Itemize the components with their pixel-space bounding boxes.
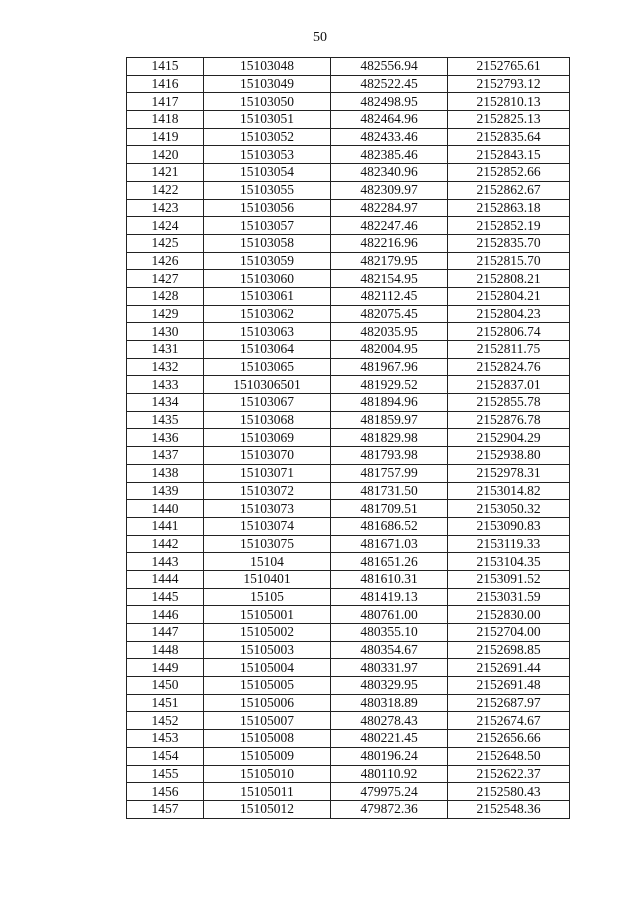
x-coordinate-cell: 482112.45 bbox=[331, 287, 448, 305]
point-number-cell: 1428 bbox=[127, 287, 204, 305]
point-number-cell: 1426 bbox=[127, 252, 204, 270]
point-code-cell: 15105003 bbox=[204, 641, 331, 659]
table-row bbox=[127, 482, 570, 500]
table-body bbox=[127, 58, 570, 819]
point-number-cell: 1420 bbox=[127, 146, 204, 164]
y-coordinate-cell: 2152804.21 bbox=[448, 287, 570, 305]
point-number-cell: 1418 bbox=[127, 111, 204, 129]
point-code-cell: 15103067 bbox=[204, 394, 331, 412]
table-row bbox=[127, 624, 570, 642]
point-number-cell: 1417 bbox=[127, 93, 204, 111]
point-code-cell: 15105002 bbox=[204, 624, 331, 642]
x-coordinate-cell: 480329.95 bbox=[331, 677, 448, 695]
point-code-cell: 15103057 bbox=[204, 217, 331, 235]
table-row bbox=[127, 341, 570, 359]
table-row bbox=[127, 659, 570, 677]
y-coordinate-cell: 2152808.21 bbox=[448, 270, 570, 288]
point-number-cell: 1429 bbox=[127, 305, 204, 323]
table-row bbox=[127, 464, 570, 482]
x-coordinate-cell: 481829.98 bbox=[331, 429, 448, 447]
point-number-cell: 1454 bbox=[127, 747, 204, 765]
x-coordinate-cell: 481419.13 bbox=[331, 588, 448, 606]
x-coordinate-cell: 482556.94 bbox=[331, 58, 448, 76]
point-number-cell: 1450 bbox=[127, 677, 204, 695]
y-coordinate-cell: 2152815.70 bbox=[448, 252, 570, 270]
y-coordinate-cell: 2152938.80 bbox=[448, 447, 570, 465]
table-row bbox=[127, 677, 570, 695]
table-row bbox=[127, 164, 570, 182]
y-coordinate-cell: 2153119.33 bbox=[448, 535, 570, 553]
x-coordinate-cell: 481610.31 bbox=[331, 570, 448, 588]
point-code-cell: 15105001 bbox=[204, 606, 331, 624]
y-coordinate-cell: 2152806.74 bbox=[448, 323, 570, 341]
point-number-cell: 1457 bbox=[127, 800, 204, 818]
table-row bbox=[127, 694, 570, 712]
point-code-cell: 15105004 bbox=[204, 659, 331, 677]
y-coordinate-cell: 2152863.18 bbox=[448, 199, 570, 217]
y-coordinate-cell: 2152691.44 bbox=[448, 659, 570, 677]
table-row bbox=[127, 234, 570, 252]
point-number-cell: 1433 bbox=[127, 376, 204, 394]
table-row bbox=[127, 765, 570, 783]
x-coordinate-cell: 480221.45 bbox=[331, 730, 448, 748]
x-coordinate-cell: 480278.43 bbox=[331, 712, 448, 730]
table-row bbox=[127, 606, 570, 624]
y-coordinate-cell: 2153090.83 bbox=[448, 517, 570, 535]
point-code-cell: 15105006 bbox=[204, 694, 331, 712]
table-row bbox=[127, 712, 570, 730]
x-coordinate-cell: 482498.95 bbox=[331, 93, 448, 111]
y-coordinate-cell: 2152548.36 bbox=[448, 800, 570, 818]
table-row bbox=[127, 181, 570, 199]
point-number-cell: 1415 bbox=[127, 58, 204, 76]
point-number-cell: 1438 bbox=[127, 464, 204, 482]
point-code-cell: 1510401 bbox=[204, 570, 331, 588]
table-row bbox=[127, 588, 570, 606]
table-row bbox=[127, 358, 570, 376]
y-coordinate-cell: 2152687.97 bbox=[448, 694, 570, 712]
x-coordinate-cell: 481709.51 bbox=[331, 500, 448, 518]
point-code-cell: 15103049 bbox=[204, 75, 331, 93]
x-coordinate-cell: 482309.97 bbox=[331, 181, 448, 199]
point-number-cell: 1419 bbox=[127, 128, 204, 146]
point-code-cell: 15103054 bbox=[204, 164, 331, 182]
y-coordinate-cell: 2152656.66 bbox=[448, 730, 570, 748]
point-code-cell: 15105005 bbox=[204, 677, 331, 695]
table-row bbox=[127, 394, 570, 412]
x-coordinate-cell: 482154.95 bbox=[331, 270, 448, 288]
x-coordinate-cell: 482004.95 bbox=[331, 341, 448, 359]
y-coordinate-cell: 2152648.50 bbox=[448, 747, 570, 765]
page-number: 50 bbox=[313, 30, 327, 45]
table-row bbox=[127, 800, 570, 818]
point-number-cell: 1436 bbox=[127, 429, 204, 447]
point-code-cell: 15103068 bbox=[204, 411, 331, 429]
y-coordinate-cell: 2152698.85 bbox=[448, 641, 570, 659]
x-coordinate-cell: 481731.50 bbox=[331, 482, 448, 500]
x-coordinate-cell: 479975.24 bbox=[331, 783, 448, 801]
y-coordinate-cell: 2152835.64 bbox=[448, 128, 570, 146]
point-number-cell: 1432 bbox=[127, 358, 204, 376]
point-number-cell: 1442 bbox=[127, 535, 204, 553]
table-row bbox=[127, 747, 570, 765]
table-row bbox=[127, 58, 570, 76]
table-row bbox=[127, 517, 570, 535]
point-code-cell: 15105011 bbox=[204, 783, 331, 801]
point-code-cell: 15103075 bbox=[204, 535, 331, 553]
y-coordinate-cell: 2152862.67 bbox=[448, 181, 570, 199]
coordinates-table bbox=[126, 57, 570, 819]
point-number-cell: 1440 bbox=[127, 500, 204, 518]
point-number-cell: 1430 bbox=[127, 323, 204, 341]
table-row bbox=[127, 93, 570, 111]
point-code-cell: 15103055 bbox=[204, 181, 331, 199]
y-coordinate-cell: 2152810.13 bbox=[448, 93, 570, 111]
x-coordinate-cell: 482284.97 bbox=[331, 199, 448, 217]
y-coordinate-cell: 2152837.01 bbox=[448, 376, 570, 394]
y-coordinate-cell: 2152765.61 bbox=[448, 58, 570, 76]
y-coordinate-cell: 2152876.78 bbox=[448, 411, 570, 429]
point-code-cell: 15103062 bbox=[204, 305, 331, 323]
y-coordinate-cell: 2152843.15 bbox=[448, 146, 570, 164]
point-code-cell: 15103072 bbox=[204, 482, 331, 500]
y-coordinate-cell: 2152825.13 bbox=[448, 111, 570, 129]
y-coordinate-cell: 2152830.00 bbox=[448, 606, 570, 624]
point-number-cell: 1425 bbox=[127, 234, 204, 252]
x-coordinate-cell: 482464.96 bbox=[331, 111, 448, 129]
point-number-cell: 1447 bbox=[127, 624, 204, 642]
x-coordinate-cell: 480331.97 bbox=[331, 659, 448, 677]
x-coordinate-cell: 482035.95 bbox=[331, 323, 448, 341]
point-number-cell: 1453 bbox=[127, 730, 204, 748]
point-number-cell: 1435 bbox=[127, 411, 204, 429]
x-coordinate-cell: 481757.99 bbox=[331, 464, 448, 482]
point-code-cell: 15105008 bbox=[204, 730, 331, 748]
point-code-cell: 15105010 bbox=[204, 765, 331, 783]
point-code-cell: 15103053 bbox=[204, 146, 331, 164]
point-code-cell: 15105012 bbox=[204, 800, 331, 818]
point-number-cell: 1422 bbox=[127, 181, 204, 199]
point-number-cell: 1456 bbox=[127, 783, 204, 801]
x-coordinate-cell: 481967.96 bbox=[331, 358, 448, 376]
x-coordinate-cell: 481793.98 bbox=[331, 447, 448, 465]
x-coordinate-cell: 481859.97 bbox=[331, 411, 448, 429]
y-coordinate-cell: 2152804.23 bbox=[448, 305, 570, 323]
point-code-cell: 15103064 bbox=[204, 341, 331, 359]
point-number-cell: 1437 bbox=[127, 447, 204, 465]
table-row bbox=[127, 146, 570, 164]
x-coordinate-cell: 482179.95 bbox=[331, 252, 448, 270]
point-number-cell: 1448 bbox=[127, 641, 204, 659]
point-code-cell: 15103070 bbox=[204, 447, 331, 465]
x-coordinate-cell: 479872.36 bbox=[331, 800, 448, 818]
point-code-cell: 15103058 bbox=[204, 234, 331, 252]
x-coordinate-cell: 480354.67 bbox=[331, 641, 448, 659]
point-number-cell: 1449 bbox=[127, 659, 204, 677]
point-code-cell: 15103065 bbox=[204, 358, 331, 376]
y-coordinate-cell: 2152855.78 bbox=[448, 394, 570, 412]
x-coordinate-cell: 480761.00 bbox=[331, 606, 448, 624]
point-number-cell: 1434 bbox=[127, 394, 204, 412]
point-code-cell: 15105009 bbox=[204, 747, 331, 765]
table-row bbox=[127, 287, 570, 305]
x-coordinate-cell: 482247.46 bbox=[331, 217, 448, 235]
table-row bbox=[127, 429, 570, 447]
point-number-cell: 1455 bbox=[127, 765, 204, 783]
point-code-cell: 1510306501 bbox=[204, 376, 331, 394]
point-number-cell: 1444 bbox=[127, 570, 204, 588]
y-coordinate-cell: 2152824.76 bbox=[448, 358, 570, 376]
point-code-cell: 15103056 bbox=[204, 199, 331, 217]
y-coordinate-cell: 2152904.29 bbox=[448, 429, 570, 447]
point-code-cell: 15103052 bbox=[204, 128, 331, 146]
point-number-cell: 1423 bbox=[127, 199, 204, 217]
table-row bbox=[127, 75, 570, 93]
point-code-cell: 15104 bbox=[204, 553, 331, 571]
point-code-cell: 15103048 bbox=[204, 58, 331, 76]
table-row bbox=[127, 447, 570, 465]
table-row bbox=[127, 376, 570, 394]
point-code-cell: 15103074 bbox=[204, 517, 331, 535]
y-coordinate-cell: 2152674.67 bbox=[448, 712, 570, 730]
y-coordinate-cell: 2152704.00 bbox=[448, 624, 570, 642]
x-coordinate-cell: 481929.52 bbox=[331, 376, 448, 394]
x-coordinate-cell: 480196.24 bbox=[331, 747, 448, 765]
x-coordinate-cell: 482385.46 bbox=[331, 146, 448, 164]
table-row bbox=[127, 641, 570, 659]
point-number-cell: 1446 bbox=[127, 606, 204, 624]
y-coordinate-cell: 2152852.19 bbox=[448, 217, 570, 235]
x-coordinate-cell: 481651.26 bbox=[331, 553, 448, 571]
x-coordinate-cell: 482433.46 bbox=[331, 128, 448, 146]
x-coordinate-cell: 482075.45 bbox=[331, 305, 448, 323]
x-coordinate-cell: 482216.96 bbox=[331, 234, 448, 252]
y-coordinate-cell: 2153091.52 bbox=[448, 570, 570, 588]
point-number-cell: 1416 bbox=[127, 75, 204, 93]
point-number-cell: 1451 bbox=[127, 694, 204, 712]
x-coordinate-cell: 481894.96 bbox=[331, 394, 448, 412]
y-coordinate-cell: 2152835.70 bbox=[448, 234, 570, 252]
table-row bbox=[127, 411, 570, 429]
y-coordinate-cell: 2153014.82 bbox=[448, 482, 570, 500]
table-row bbox=[127, 128, 570, 146]
y-coordinate-cell: 2153031.59 bbox=[448, 588, 570, 606]
y-coordinate-cell: 2153104.35 bbox=[448, 553, 570, 571]
x-coordinate-cell: 482522.45 bbox=[331, 75, 448, 93]
y-coordinate-cell: 2152852.66 bbox=[448, 164, 570, 182]
x-coordinate-cell: 481671.03 bbox=[331, 535, 448, 553]
table-row bbox=[127, 570, 570, 588]
table-row bbox=[127, 217, 570, 235]
table-row bbox=[127, 323, 570, 341]
table-row bbox=[127, 270, 570, 288]
point-number-cell: 1421 bbox=[127, 164, 204, 182]
point-code-cell: 15103051 bbox=[204, 111, 331, 129]
table-row bbox=[127, 252, 570, 270]
point-code-cell: 15103063 bbox=[204, 323, 331, 341]
y-coordinate-cell: 2152978.31 bbox=[448, 464, 570, 482]
point-code-cell: 15103069 bbox=[204, 429, 331, 447]
y-coordinate-cell: 2152580.43 bbox=[448, 783, 570, 801]
point-number-cell: 1452 bbox=[127, 712, 204, 730]
point-code-cell: 15103059 bbox=[204, 252, 331, 270]
point-code-cell: 15103050 bbox=[204, 93, 331, 111]
table-row bbox=[127, 730, 570, 748]
y-coordinate-cell: 2152691.48 bbox=[448, 677, 570, 695]
table-row bbox=[127, 553, 570, 571]
y-coordinate-cell: 2153050.32 bbox=[448, 500, 570, 518]
x-coordinate-cell: 480355.10 bbox=[331, 624, 448, 642]
point-code-cell: 15103061 bbox=[204, 287, 331, 305]
point-code-cell: 15103073 bbox=[204, 500, 331, 518]
point-code-cell: 15103060 bbox=[204, 270, 331, 288]
point-number-cell: 1441 bbox=[127, 517, 204, 535]
point-number-cell: 1431 bbox=[127, 341, 204, 359]
point-number-cell: 1445 bbox=[127, 588, 204, 606]
table-row bbox=[127, 500, 570, 518]
point-number-cell: 1427 bbox=[127, 270, 204, 288]
table-row bbox=[127, 111, 570, 129]
x-coordinate-cell: 480110.92 bbox=[331, 765, 448, 783]
point-number-cell: 1424 bbox=[127, 217, 204, 235]
table-row bbox=[127, 535, 570, 553]
point-number-cell: 1443 bbox=[127, 553, 204, 571]
x-coordinate-cell: 480318.89 bbox=[331, 694, 448, 712]
table-row bbox=[127, 199, 570, 217]
point-code-cell: 15105007 bbox=[204, 712, 331, 730]
y-coordinate-cell: 2152622.37 bbox=[448, 765, 570, 783]
table-row bbox=[127, 305, 570, 323]
x-coordinate-cell: 482340.96 bbox=[331, 164, 448, 182]
y-coordinate-cell: 2152793.12 bbox=[448, 75, 570, 93]
table-row bbox=[127, 783, 570, 801]
x-coordinate-cell: 481686.52 bbox=[331, 517, 448, 535]
y-coordinate-cell: 2152811.75 bbox=[448, 341, 570, 359]
point-number-cell: 1439 bbox=[127, 482, 204, 500]
point-code-cell: 15105 bbox=[204, 588, 331, 606]
point-code-cell: 15103071 bbox=[204, 464, 331, 482]
